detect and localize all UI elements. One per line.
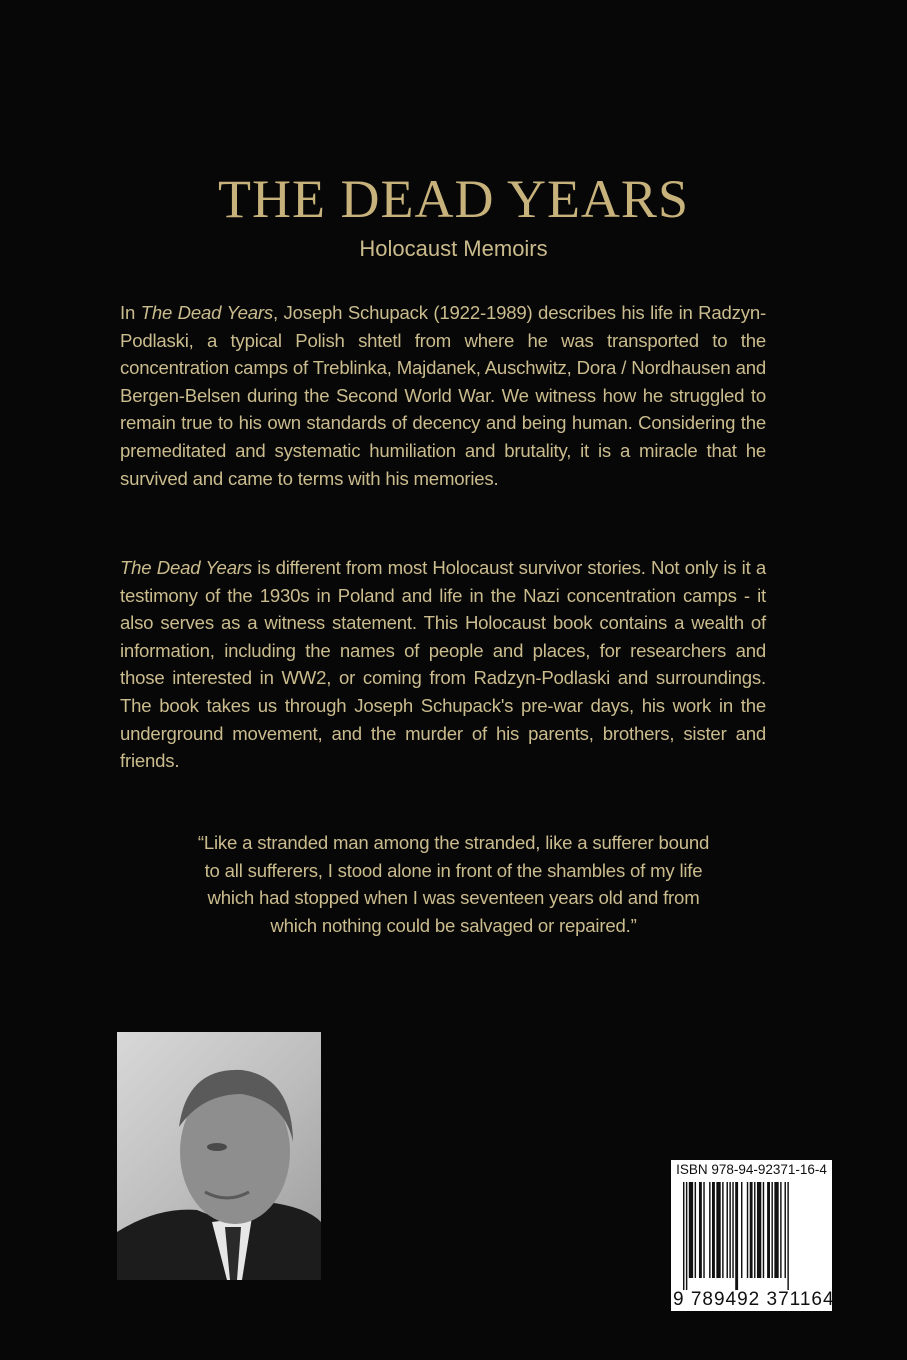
barcode-bar (716, 1182, 720, 1278)
paragraph-text: , Joseph Schupack (1922-1989) describes his life in Radzyn-Podlaski, a typical Polish shtetl from where he was transported to the concentration camps of Treblinka, Majdanek, Auschwitz, Dora / Nordhausen and Bergen-Belsen during the Second World War. We witness how he struggled to remain true to his own standards of decency and being human. Considering the premeditated and systematic humiliation and brutality, it is a miracle that he survived and came to terms with his memories. (120, 302, 767, 489)
italic-book-title: The Dead Years (140, 302, 274, 323)
barcode-bar (727, 1182, 728, 1278)
author-photo (117, 1032, 321, 1280)
barcode-bar (689, 1182, 693, 1278)
barcode-bar (757, 1182, 761, 1278)
barcode-bar (771, 1182, 772, 1278)
quote-line: which nothing could be salvaged or repaired.” (270, 914, 637, 936)
barcode-bar (709, 1182, 710, 1278)
barcode-digits: 9 789492 371164 (673, 1289, 835, 1310)
paragraph-prefix: In (120, 302, 141, 323)
author-portrait-image (117, 1032, 321, 1280)
quote-line: to all sufferers, I stood alone in front of the shambles of my life (204, 859, 703, 881)
paragraph-text: is different from most Holocaust survivor stories. Not only is it a testimony of the 1930s in Poland and life in the Nazi concentration camps - it also serves as a witness statement. This Holocaust book contains a wealth of information, including the names of people and places, for researchers and those interested in WW2, or coming from Radzyn-Podlaski and surroundings. The book takes us through Joseph Schupack's pre-war days, his work in the underground movement, and the murder of his parents, brothers, sister and friends. (120, 557, 766, 772)
barcode-bar (774, 1182, 778, 1278)
barcode-bar (683, 1182, 684, 1290)
barcode-bar (754, 1182, 755, 1278)
barcode-bar (750, 1182, 753, 1278)
barcode-bar (735, 1182, 738, 1290)
barcode-bar (722, 1182, 723, 1278)
barcode-bar (703, 1182, 704, 1278)
barcode-bar (763, 1182, 764, 1278)
isbn-label: ISBN 978-94-92371-16-4 (676, 1162, 827, 1177)
barcode-bar (767, 1182, 770, 1278)
barcode-bars (683, 1182, 828, 1290)
quote-line: “Like a stranded man among the stranded, like a sufferer bound (197, 832, 710, 853)
barcode-bar (686, 1182, 687, 1290)
barcode-bar (785, 1182, 786, 1278)
barcode-bar (699, 1182, 702, 1278)
author-quote (0, 829, 907, 939)
barcode-bar (695, 1182, 696, 1278)
quote-line: which had stopped when I was seventeen years old and from (207, 887, 700, 909)
barcode-bar (712, 1182, 715, 1278)
description-paragraph-1 (120, 299, 766, 492)
barcode-bar (787, 1182, 788, 1290)
italic-book-title: The Dead Years (120, 557, 252, 578)
description-paragraph-2 (120, 554, 766, 775)
book-title: THE DEAD YEARS (218, 169, 689, 229)
barcode-bar (732, 1182, 733, 1278)
barcode-bar (747, 1182, 748, 1278)
barcode-bar (741, 1182, 742, 1278)
barcode-bar (780, 1182, 781, 1278)
book-subtitle: Holocaust Memoirs (359, 236, 548, 261)
isbn-barcode (671, 1160, 835, 1311)
barcode-bar (729, 1182, 730, 1278)
